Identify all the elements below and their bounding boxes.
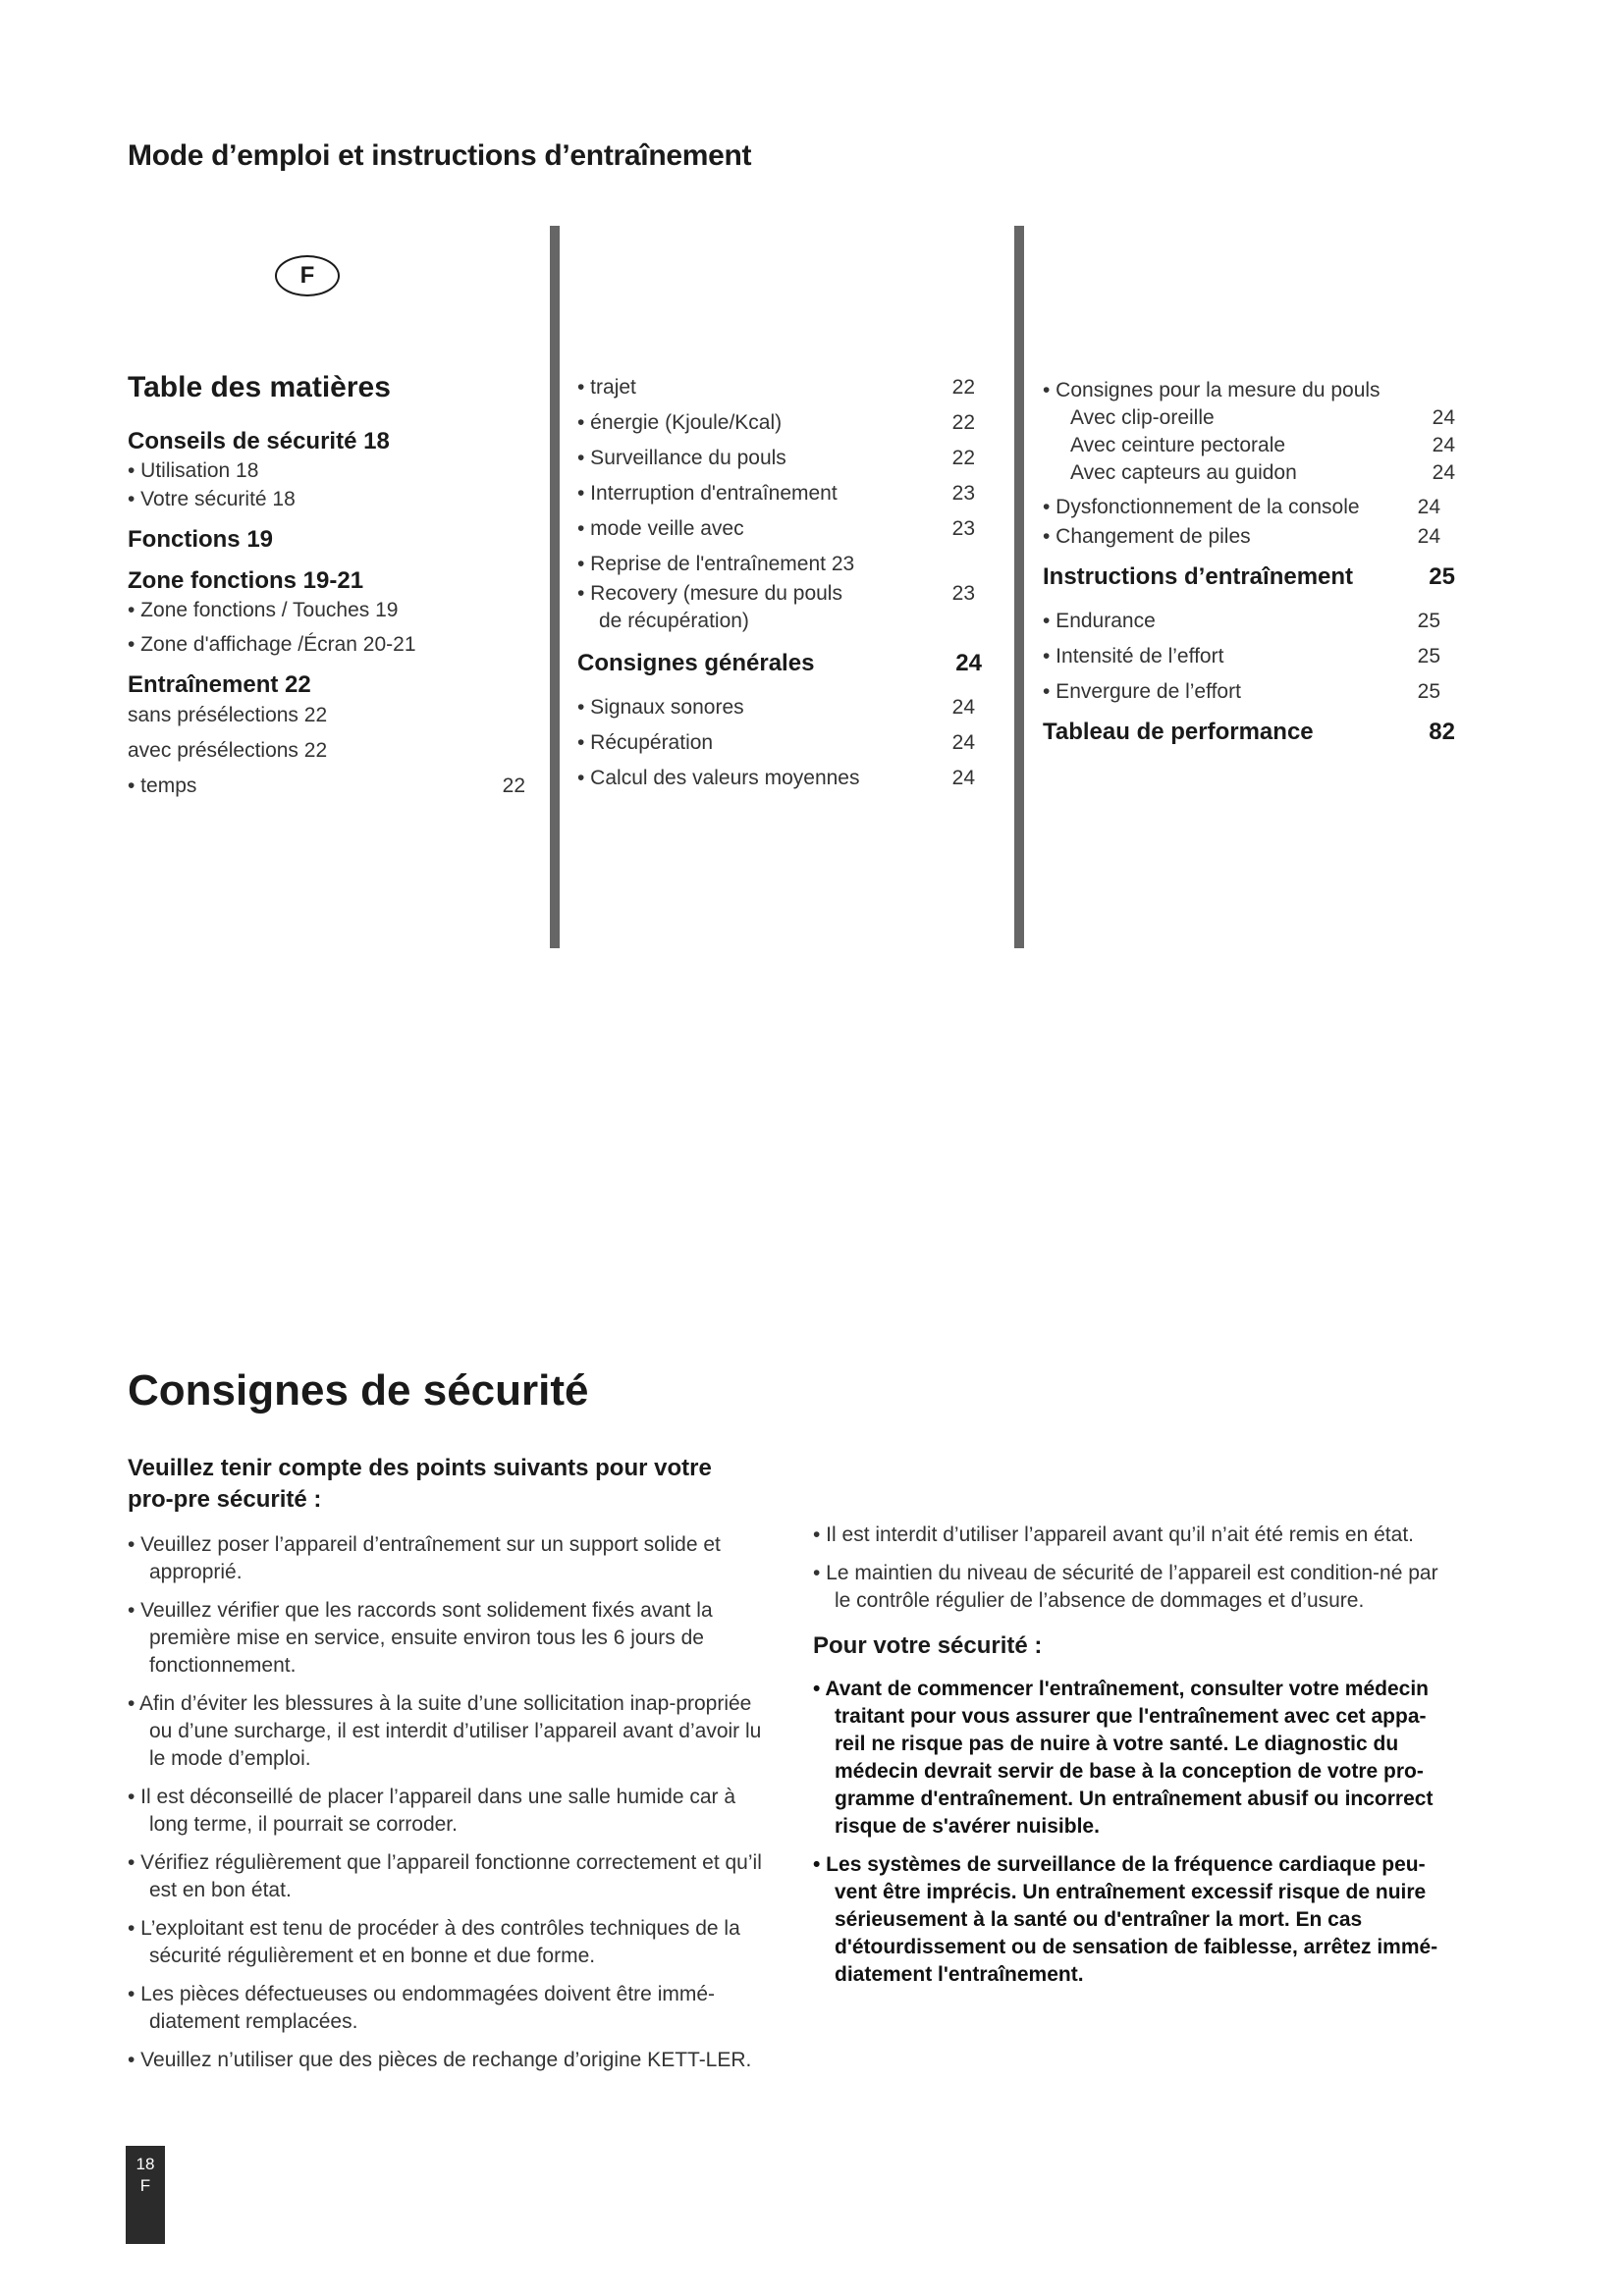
- document-title: Mode d’emploi et instructions d’entraînement: [128, 139, 752, 172]
- toc-entry[interactable]: • Zone d'affichage /Écran 20-21: [128, 633, 416, 656]
- safety-title: Consignes de sécurité: [128, 1366, 589, 1415]
- toc-entry[interactable]: • Dysfonctionnement de la console 24: [1043, 496, 1440, 518]
- page-language: F: [139, 2176, 151, 2195]
- safety-item: • Afin d’éviter les blessures à la suite d’une sollicitation inap-propriée ou d’une surcharge, il est interdit d’utiliser l’appareil avant d’avoir lu le mode d’emploi.: [128, 1692, 762, 1770]
- safety-right-column: [813, 1522, 1441, 2000]
- toc-column-1: [128, 371, 525, 801]
- page-number-tab: [126, 2146, 165, 2244]
- toc-entry[interactable]: • Changement de piles 24: [1043, 525, 1440, 548]
- toc-entry[interactable]: • énergie (Kjoule/Kcal) 22: [577, 411, 975, 434]
- column-divider: [1014, 226, 1024, 948]
- safety-warning-item: • Les systèmes de surveillance de la fréquence cardiaque peu-vent être imprécis. Un entraînement excessif risque de nuire sérieusement à la santé ou d'entraîner la mort. En cas d'étourdissement ou de sensation de faiblesse, arrêtez immé-diatement l'entraînement.: [813, 1853, 1438, 1986]
- safety-item: • Veuillez poser l’appareil d’entraînement sur un support solide et approprié.: [128, 1533, 721, 1583]
- toc-entry-continuation: de récupération): [599, 610, 749, 632]
- safety-item: • Il est interdit d’utiliser l’appareil avant qu’il n’ait été remis en état.: [813, 1523, 1414, 1546]
- toc-section-heading[interactable]: Zone fonctions 19-21: [128, 567, 364, 594]
- toc-entry[interactable]: Avec clip-oreille 24: [1070, 406, 1455, 429]
- toc-entry[interactable]: • temps 22: [128, 774, 525, 797]
- toc-column-3: [1043, 377, 1455, 748]
- toc-column-2: [577, 373, 980, 793]
- toc-entry[interactable]: • Envergure de l’effort 25: [1043, 680, 1440, 703]
- safety-item: • L’exploitant est tenu de procéder à des contrôles techniques de la sécurité régulièrement et en bonne et due forme.: [128, 1917, 740, 1967]
- toc-entry[interactable]: • Intensité de l’effort 25: [1043, 645, 1440, 667]
- safety-item: • Vérifiez régulièrement que l’appareil fonctionne correctement et qu’il est en bon état.: [128, 1851, 762, 1901]
- safety-warning-item: • Avant de commencer l'entraînement, consulter votre médecin traitant pour vous assurer que l'entraînement avec cet appa-reil ne risque pas de nuire à votre santé. Le diagnostic du médecin devrait servir de base à la conception de votre pro-gramme d'entraînement. Un entraînement abusif ou incorrect risque de s'avérer nuisible.: [813, 1678, 1434, 1838]
- toc-entry[interactable]: • Utilisation 18: [128, 459, 259, 482]
- page-number: 18: [135, 2155, 155, 2173]
- toc-section-heading[interactable]: Fonctions 19: [128, 526, 274, 553]
- toc-entry[interactable]: • Calcul des valeurs moyennes 24: [577, 767, 975, 789]
- toc-section-heading[interactable]: Consignes générales 24: [577, 650, 982, 676]
- toc-entry[interactable]: • Consignes pour la mesure du pouls: [1043, 379, 1380, 401]
- toc-section-heading[interactable]: Tableau de performance 82: [1043, 719, 1455, 745]
- safety-item: • Il est déconseillé de placer l’appareil dans une salle humide car à long terme, il pourrait se corroder.: [128, 1786, 736, 1836]
- toc-entry[interactable]: • Recovery (mesure du pouls 23: [577, 582, 975, 605]
- pour-votre-securite-heading: Pour votre sécurité :: [813, 1632, 1043, 1659]
- safety-left-column: [128, 1531, 766, 2085]
- toc-entry[interactable]: avec présélections 22: [128, 739, 328, 762]
- safety-item: • Veuillez n’utiliser que des pièces de rechange d’origine KETT-LER.: [128, 2049, 752, 2071]
- toc-entry[interactable]: • Endurance 25: [1043, 610, 1440, 632]
- toc-entry[interactable]: Avec capteurs au guidon 24: [1070, 461, 1455, 484]
- column-divider: [550, 226, 560, 948]
- safety-subtitle: Veuillez tenir compte des points suivants pour votre pro-pre sécurité :: [128, 1455, 712, 1513]
- toc-entry[interactable]: Avec ceinture pectorale 24: [1070, 434, 1455, 456]
- toc-entry[interactable]: • Signaux sonores 24: [577, 696, 975, 719]
- toc-entry[interactable]: • Récupération 24: [577, 731, 975, 754]
- toc-entry[interactable]: • mode veille avec 23: [577, 517, 975, 540]
- toc-section-heading[interactable]: Conseils de sécurité 18: [128, 428, 390, 454]
- toc-section-heading[interactable]: Entraînement 22: [128, 671, 311, 698]
- toc-entry[interactable]: • trajet 22: [577, 376, 975, 399]
- toc-title: Table des matières: [128, 371, 391, 403]
- language-badge: F: [275, 255, 340, 296]
- toc-entry[interactable]: • Surveillance du pouls 22: [577, 447, 975, 469]
- safety-item: • Le maintien du niveau de sécurité de l’appareil est condition-né par le contrôle régulier de l’absence de dommages et d’usure.: [813, 1562, 1438, 1612]
- toc-entry[interactable]: • Interruption d'entraînement 23: [577, 482, 975, 505]
- toc-entry[interactable]: • Votre sécurité 18: [128, 488, 296, 510]
- toc-entry[interactable]: sans présélections 22: [128, 704, 328, 726]
- safety-item: • Veuillez vérifier que les raccords sont solidement fixés avant la première mise en service, ensuite environ tous les 6 jours de fonctionnement.: [128, 1599, 713, 1677]
- toc-section-heading[interactable]: Instructions d’entraînement 25: [1043, 563, 1455, 590]
- toc-entry[interactable]: • Zone fonctions / Touches 19: [128, 599, 399, 621]
- safety-item: • Les pièces défectueuses ou endommagées doivent être immé-diatement remplacées.: [128, 1983, 716, 2033]
- toc-entry[interactable]: • Reprise de l'entraînement 23: [577, 553, 855, 575]
